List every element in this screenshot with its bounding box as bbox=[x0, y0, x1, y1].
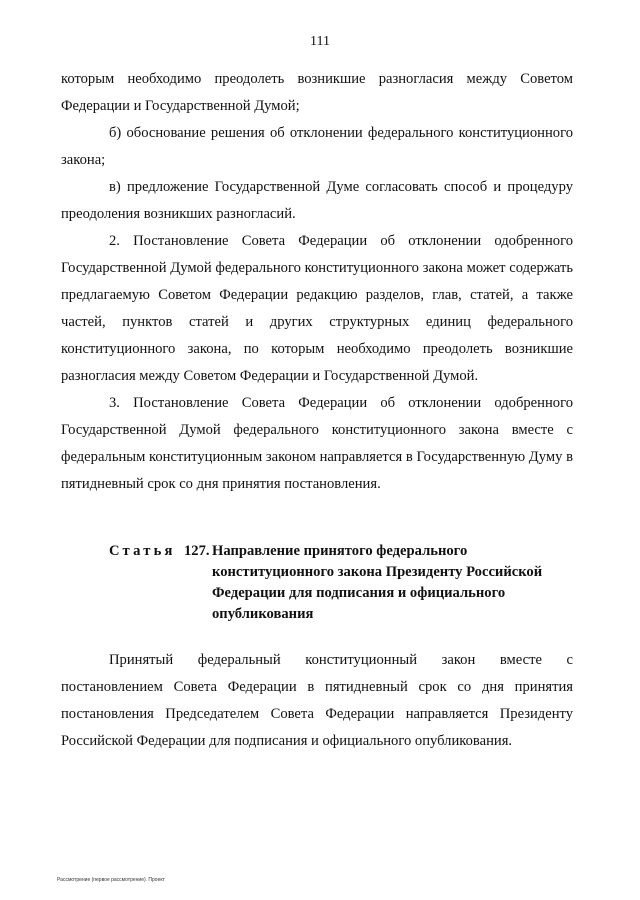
article-title bbox=[212, 541, 573, 625]
paragraph-part-2: 2. Постановление Совета Федерации об отклонении одобренного Государственной Думой федерального конституционного закона может содержать предлагаемую Советом Федерации редакцию разделов, глав, статей, а также частей, пунктов статей и других структурных единиц федерального конституционного закона, по которым необходимо преодолеть возникшие разногласия между Советом Федерации и Государственной Думой. bbox=[61, 233, 573, 384]
paragraph-item-v: в) предложение Государственной Думе согласовать способ и процедуру преодоления возникших разногласий. bbox=[61, 179, 573, 222]
article-number: 127. bbox=[184, 543, 210, 559]
article-title-line: опубликования bbox=[212, 606, 314, 622]
paragraph-item-b: б) обоснование решения об отклонении федерального конституционного закона; bbox=[61, 125, 573, 168]
footer-note: Рассмотрение (первое рассмотрение). Проект bbox=[57, 877, 165, 883]
article-body: Принятый федеральный конституционный закон вместе с постановлением Совета Федерации в пятидневный срок со дня принятия постановления Председателем Совета Федерации направляется Президенту Российской Федерации для подписания и официального опубликования. bbox=[61, 652, 573, 749]
article-heading bbox=[61, 541, 573, 625]
article-title-line: Направление принятого федерального bbox=[212, 543, 468, 559]
article-label: Статья bbox=[109, 543, 176, 559]
article-title-line: конституционного закона Президенту Российской bbox=[212, 564, 543, 580]
page-number: 111 bbox=[310, 34, 330, 49]
paragraph-part-3: 3. Постановление Совета Федерации об отклонении одобренного Государственной Думой федерального конституционного закона вместе с федеральным конституционным законом направляется в Государственную Думу в пятидневный срок со дня принятия постановления. bbox=[61, 395, 573, 492]
paragraph-continuation: которым необходимо преодолеть возникшие разногласия между Советом Федерации и Государственной Думой; bbox=[61, 71, 573, 114]
article-title-line: Федерации для подписания и официального bbox=[212, 585, 506, 601]
document-body bbox=[61, 66, 573, 755]
